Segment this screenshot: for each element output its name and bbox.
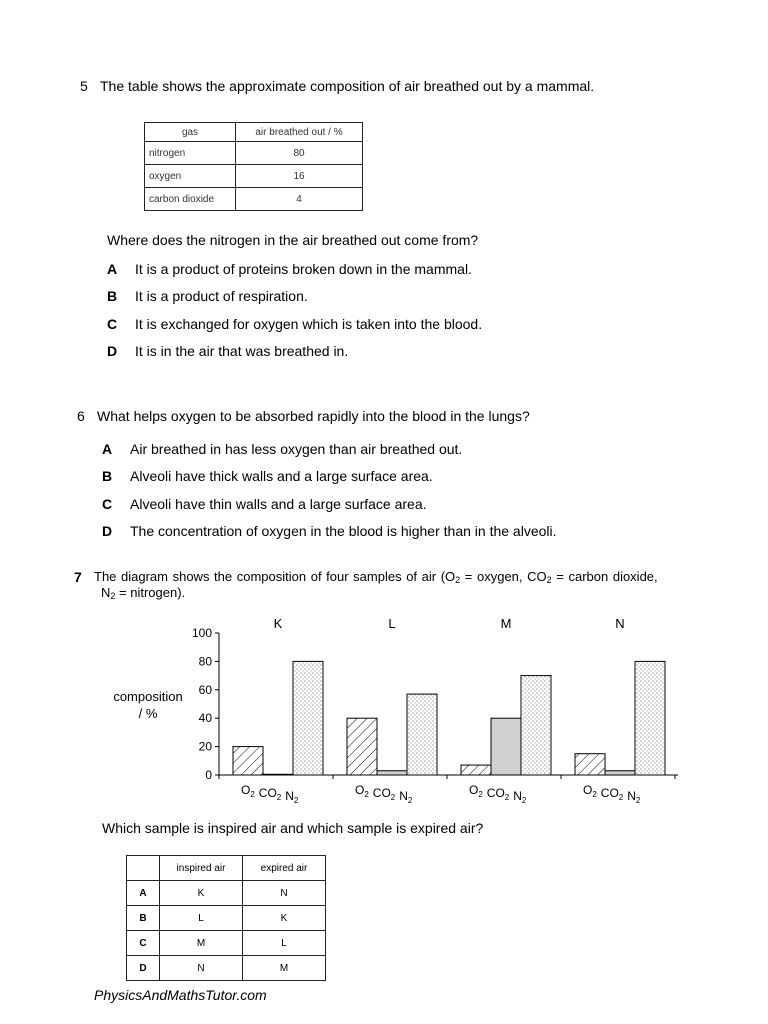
bar-label-sub: 2 bbox=[390, 793, 396, 802]
q5-row-gas: nitrogen bbox=[145, 142, 236, 165]
q7-stem-line1 bbox=[94, 569, 658, 585]
bar-label-text: O bbox=[469, 783, 479, 797]
bar-co2 bbox=[491, 718, 521, 775]
q7-stem-part: The diagram shows the composition of four samples of air (O bbox=[94, 569, 456, 584]
q7-stem-sub: 2 bbox=[110, 591, 116, 601]
q6-option-b-letter: B bbox=[102, 468, 113, 484]
bar-label-text: O bbox=[241, 783, 251, 797]
bar-o2 bbox=[575, 754, 605, 775]
bar-labels bbox=[469, 783, 527, 805]
q5-row-gas: oxygen bbox=[145, 165, 236, 188]
q7-stem-line2 bbox=[101, 585, 185, 601]
q6-option-c-letter: C bbox=[102, 496, 113, 512]
y-tick-label: 100 bbox=[191, 626, 212, 640]
q7-stem-part: = carbon dioxide, bbox=[551, 569, 658, 584]
bar-label-sub: 2 bbox=[504, 793, 510, 802]
q5-stem: The table shows the approximate composition of air breathed out by a mammal. bbox=[100, 78, 595, 94]
q6-number: 6 bbox=[77, 408, 85, 424]
q7-answer-table bbox=[126, 855, 326, 981]
bar-co2 bbox=[377, 771, 407, 775]
q6-option-d-letter: D bbox=[102, 523, 113, 539]
q7-stem-sub: 2 bbox=[546, 575, 552, 585]
bar-label-text: CO bbox=[486, 786, 505, 800]
bar-label-sub: 2 bbox=[407, 796, 413, 805]
bar-label-sub: 2 bbox=[592, 790, 597, 799]
q5-option-a-letter: A bbox=[107, 261, 118, 277]
bar-n2 bbox=[635, 661, 665, 775]
bar-label-text: N bbox=[399, 789, 408, 803]
q7-row-inspired: L bbox=[160, 906, 243, 931]
q5-question: Where does the nitrogen in the air breathed out come from? bbox=[107, 232, 479, 248]
bar-labels bbox=[241, 783, 299, 805]
footer-site: PhysicsAndMathsTutor.com bbox=[94, 987, 267, 1003]
q7-row-inspired: M bbox=[160, 931, 243, 956]
q7-number: 7 bbox=[74, 569, 82, 585]
bar-labels bbox=[355, 783, 413, 805]
q7-stem-sub: 2 bbox=[455, 575, 461, 585]
bar-label-sub: 2 bbox=[364, 790, 369, 799]
q5-number: 5 bbox=[80, 78, 88, 94]
q7-question: Which sample is inspired air and which sample is expired air? bbox=[102, 820, 484, 836]
q5-row-value: 4 bbox=[236, 188, 363, 211]
bar-label-text: CO bbox=[372, 786, 391, 800]
bar-label-sub: 2 bbox=[478, 790, 483, 799]
bar-label-text: N bbox=[627, 789, 636, 803]
q5-option-c-letter: C bbox=[107, 316, 118, 332]
q7-row-inspired: N bbox=[160, 956, 243, 981]
category-label: K bbox=[273, 616, 283, 631]
q5-row-value: 16 bbox=[236, 165, 363, 188]
q6-option-a-text: Air breathed in has less oxygen than air breathed out. bbox=[130, 441, 463, 457]
bar-label-sub: 2 bbox=[276, 793, 282, 802]
q7-stem-part: = nitrogen). bbox=[115, 585, 186, 600]
bar-label-sub: 2 bbox=[618, 793, 624, 802]
bar-label-text: CO bbox=[600, 786, 619, 800]
q5-option-b-letter: B bbox=[107, 288, 118, 304]
q7-row-letter: B bbox=[127, 906, 160, 931]
q5-row-gas: carbon dioxide bbox=[145, 188, 236, 211]
bar-n2 bbox=[407, 694, 437, 775]
bar-o2 bbox=[461, 765, 491, 775]
chart-ylabel-line1: composition bbox=[113, 689, 183, 704]
category-label: N bbox=[615, 616, 625, 631]
q7-row-letter: A bbox=[127, 881, 160, 906]
bar-n2 bbox=[521, 676, 551, 775]
bar-co2 bbox=[605, 771, 635, 775]
q5-option-d-text: It is in the air that was breathed in. bbox=[135, 343, 349, 359]
q5-composition-table bbox=[144, 122, 363, 211]
category-label: M bbox=[500, 616, 512, 631]
q7-stem-part: N bbox=[101, 585, 111, 600]
q7-row-letter: D bbox=[127, 956, 160, 981]
q7-table-header-blank bbox=[127, 856, 160, 881]
q5-table-header-gas: gas bbox=[145, 123, 236, 142]
y-tick-label: 80 bbox=[198, 654, 212, 669]
q6-question: What helps oxygen to be absorbed rapidly into the blood in the lungs? bbox=[97, 408, 530, 424]
chart-ylabel bbox=[106, 688, 190, 722]
category-label: L bbox=[388, 616, 396, 631]
y-tick-label: 60 bbox=[198, 682, 212, 697]
q7-row-expired: K bbox=[243, 906, 326, 931]
q7-row-inspired: K bbox=[160, 881, 243, 906]
q5-option-d-letter: D bbox=[107, 343, 118, 359]
q7-row-expired: L bbox=[243, 931, 326, 956]
bar-label-text: O bbox=[583, 783, 593, 797]
q7-table-header-expired: expired air bbox=[243, 856, 326, 881]
q5-table-header-value: air breathed out / % bbox=[236, 123, 363, 142]
q7-row-expired: M bbox=[243, 956, 326, 981]
bar-label-text: O bbox=[355, 783, 365, 797]
q5-option-c-text: It is exchanged for oxygen which is taken into the blood. bbox=[135, 316, 483, 332]
y-tick-label: 20 bbox=[198, 739, 212, 754]
bar-o2 bbox=[347, 718, 377, 775]
q7-row-expired: N bbox=[243, 881, 326, 906]
q7-row-letter: C bbox=[127, 931, 160, 956]
y-tick-label: 0 bbox=[205, 768, 212, 782]
bar-co2 bbox=[263, 774, 293, 775]
q7-table-header-inspired: inspired air bbox=[160, 856, 243, 881]
bar-n2 bbox=[293, 661, 323, 775]
q5-option-a-text: It is a product of proteins broken down in the mammal. bbox=[135, 261, 472, 277]
bar-label-sub: 2 bbox=[250, 790, 255, 799]
bar-label-text: N bbox=[285, 789, 294, 803]
q5-option-b-text: It is a product of respiration. bbox=[135, 288, 308, 304]
q6-option-b-text: Alveoli have thick walls and a large surface area. bbox=[130, 468, 433, 484]
chart-ylabel-line2: / % bbox=[138, 706, 158, 721]
bar-labels bbox=[583, 783, 641, 805]
bar-label-text: CO bbox=[258, 786, 277, 800]
q5-row-value: 80 bbox=[236, 142, 363, 165]
q6-option-d-text: The concentration of oxygen in the blood is higher than in the alveoli. bbox=[130, 523, 557, 539]
y-tick-label: 40 bbox=[198, 711, 212, 726]
bar-o2 bbox=[233, 747, 263, 775]
q6-option-a-letter: A bbox=[102, 441, 113, 457]
q7-stem-part: = oxygen, CO bbox=[460, 569, 547, 584]
bar-label-sub: 2 bbox=[635, 796, 641, 805]
bar-label-sub: 2 bbox=[293, 796, 299, 805]
bar-label-text: N bbox=[513, 789, 522, 803]
bar-label-sub: 2 bbox=[521, 796, 527, 805]
q6-option-c-text: Alveoli have thin walls and a large surface area. bbox=[130, 496, 427, 512]
